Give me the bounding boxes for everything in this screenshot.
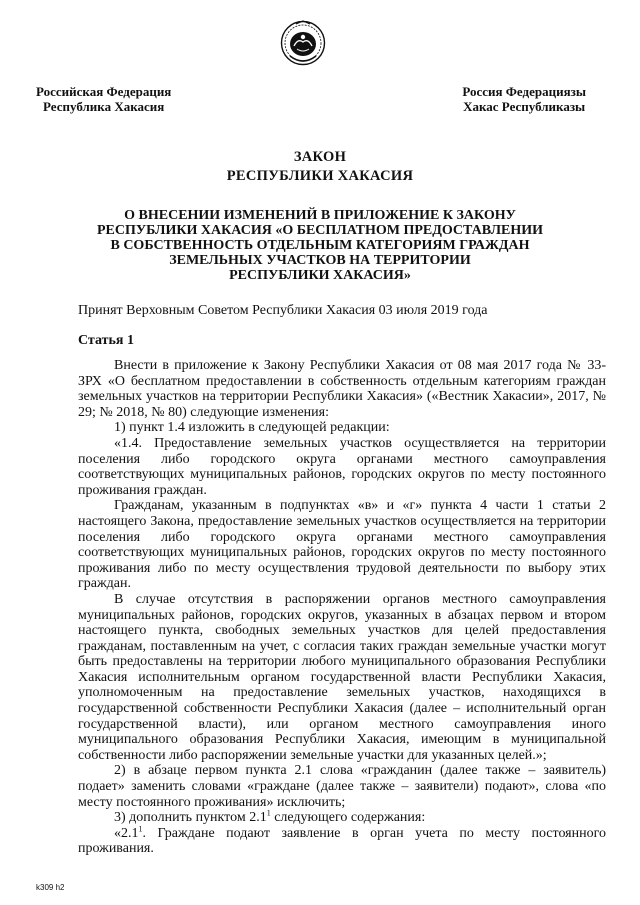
paragraph-text: «2.1 [114, 825, 139, 841]
article-heading: Статья 1 [78, 333, 134, 348]
paragraph-text: следующего содержания: [270, 810, 426, 826]
header-right-country: Россия Федерациязы [462, 84, 586, 99]
superscript: 1 [266, 808, 271, 818]
paragraph-text: 3) дополнить пунктом 2.1 [114, 810, 267, 826]
law-title-line-1: ЗАКОН [293, 149, 347, 165]
header-left [36, 84, 171, 114]
document-title-line: РЕСПУБЛИКИ ХАКАСИЯ «О БЕСПЛАТНОМ ПРЕДОСТАВЛЕНИИ [96, 223, 544, 238]
paragraph-text: . Граждане подают заявление в орган учета по месту постоянного проживания. [78, 825, 606, 857]
paragraph [78, 826, 606, 857]
footer-code: k309 h2 [36, 883, 65, 892]
document-title-line: О ВНЕСЕНИИ ИЗМЕНЕНИЙ В ПРИЛОЖЕНИЕ К ЗАКОНУ [124, 208, 516, 223]
document-title-line: РЕСПУБЛИКИ ХАКАСИЯ» [229, 268, 411, 283]
header-right-republic: Хакас Республиказы [463, 99, 586, 114]
header-left-republic: Республика Хакасия [43, 99, 165, 114]
article-body [78, 358, 606, 857]
header-left-country: Российская Федерация [36, 84, 172, 99]
coat-of-arms-emblem [280, 20, 326, 66]
paragraph: Гражданам, указанным в подпунктах «в» и «г» пункта 4 части 1 статьи 2 настоящего Закона, предоставление земельных участков осуществляется на территории поселения либо городского округа органами местного самоуправления соответствующих муниципальных районов, городских округов по месту постоянного проживания либо по месту осуществления трудовой деятельности по выбору этих граждан. [78, 498, 606, 592]
document-title-line: ЗЕМЕЛЬНЫХ УЧАСТКОВ НА ТЕРРИТОРИИ [169, 253, 471, 268]
paragraph: Внести в приложение к Закону Республики Хакасия от 08 мая 2017 года № 33-ЗРХ «О бесплатном предоставлении в собственность отдельным категориям граждан земельных участков на территории Республики Хакасия» («Вестник Хакасии», 2017, № 29; № 2018, № 80) следующие изменения: [78, 358, 606, 420]
superscript: 1 [138, 824, 143, 834]
document-title-line: В СОБСТВЕННОСТЬ ОТДЕЛЬНЫМ КАТЕГОРИЯМ ГРАЖДАН [110, 238, 530, 253]
paragraph: В случае отсутствия в распоряжении органов местного самоуправления муниципальных районов, городских округов, указанных в абзацах первом и втором настоящего пункта, свободных земельных участков для целей предоставления гражданам, поставленным на учет, с согласия таких граждан земельные участки могут быть предоставлены на территории любого муниципального образования Республики Хакасия исполнительным органом государственной власти Республики Хакасия, уполномоченным на предоставление земельных участков, находящихся в государственной собственности Республики Хакасия (далее – исполнительный орган государственной власти), или органом местного самоуправления иного муниципального образования Республики Хакасия, имеющим в муниципальной собственности либо распоряжении земельные участки для указанных целей.»; [78, 591, 606, 763]
document-title [60, 208, 580, 283]
adoption-line: Принят Верховным Советом Республики Хакасия 03 июля 2019 года [78, 303, 488, 318]
paragraph: 1) пункт 1.4 изложить в следующей редакции: [114, 420, 390, 436]
header-right [462, 84, 586, 114]
law-title-line-2: РЕСПУБЛИКИ ХАКАСИЯ [226, 168, 414, 184]
paragraph: 2) в абзаце первом пункта 2.1 слова «гражданин (далее также – заявитель) подает» заменить словами «граждане (далее также – заявители) подают», слова «по месту постоянного проживания» исключить; [78, 763, 606, 810]
law-title [0, 148, 640, 186]
paragraph [78, 810, 606, 826]
paragraph: «1.4. Предоставление земельных участков осуществляется на территории поселения либо городского округа органами местного самоуправления соответствующих муниципальных районов, городских округов по месту постоянного проживания граждан. [78, 435, 606, 498]
